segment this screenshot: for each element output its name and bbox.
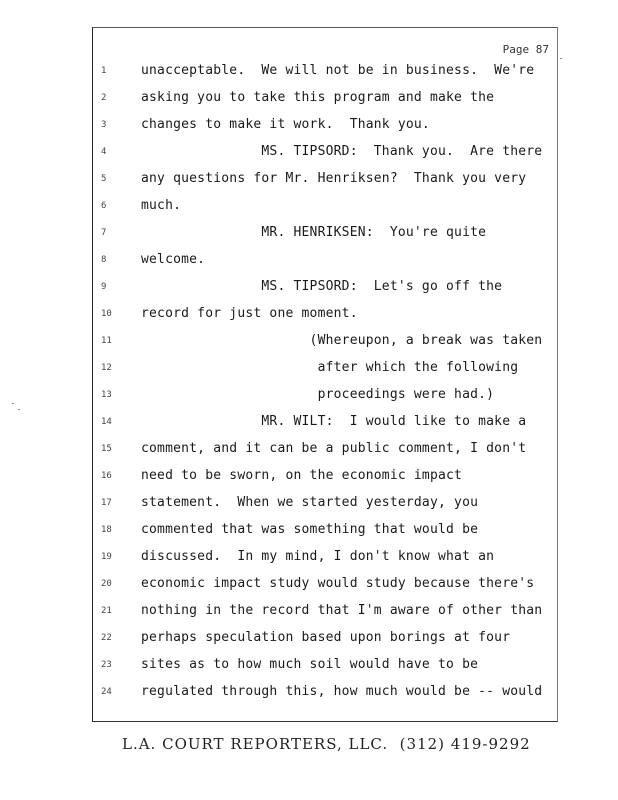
line-number: 6: [101, 201, 107, 211]
page-number: Page 87: [502, 43, 549, 56]
line-text: economic impact study would study because there's: [141, 576, 535, 591]
line-number: 8: [101, 255, 107, 265]
transcript-line: [93, 63, 557, 83]
line-text: statement. When we started yesterday, you: [141, 495, 479, 510]
line-number: 21: [101, 606, 112, 616]
transcript-line: [93, 117, 557, 137]
transcript-line: [93, 252, 557, 272]
line-number: 4: [101, 147, 107, 157]
line-text: much.: [141, 198, 182, 213]
transcript-line: [93, 684, 557, 704]
transcript-line: [93, 549, 557, 569]
line-number: 12: [101, 363, 112, 373]
transcript-line: [93, 441, 557, 461]
line-number: 14: [101, 417, 112, 427]
line-text: commented that was something that would be: [141, 522, 479, 537]
transcript-line: [93, 225, 557, 245]
line-number: 11: [101, 336, 112, 346]
transcript-line: [93, 495, 557, 515]
line-text: proceedings were had.): [141, 387, 495, 402]
transcript-line: [93, 171, 557, 191]
line-number: 10: [101, 309, 112, 319]
line-text: MS. TIPSORD: Let's go off the: [141, 279, 503, 294]
line-text: discussed. In my mind, I don't know what an: [141, 549, 495, 564]
line-number: 19: [101, 552, 112, 562]
transcript-line: [93, 522, 557, 542]
transcript-line: [93, 198, 557, 218]
scan-speck: [18, 409, 20, 410]
line-text: welcome.: [141, 252, 206, 267]
line-text: regulated through this, how much would be -- would: [141, 684, 543, 699]
transcript-line: [93, 279, 557, 299]
line-number: 7: [101, 228, 107, 238]
line-number: 18: [101, 525, 112, 535]
line-text: comment, and it can be a public comment, I don't: [141, 441, 527, 456]
line-text: MS. TIPSORD: Thank you. Are there: [141, 144, 543, 159]
transcript-line: [93, 90, 557, 110]
line-number: 22: [101, 633, 112, 643]
transcript-line: [93, 657, 557, 677]
line-text: nothing in the record that I'm aware of other than: [141, 603, 543, 618]
line-number: 1: [101, 66, 107, 76]
line-text: asking you to take this program and make the: [141, 90, 495, 105]
line-number: 13: [101, 390, 112, 400]
line-number: 24: [101, 687, 112, 697]
line-text: need to be sworn, on the economic impact: [141, 468, 463, 483]
line-text: MR. HENRIKSEN: You're quite: [141, 225, 487, 240]
transcript-line: [93, 360, 557, 380]
scan-speck: [560, 58, 562, 59]
footer-court-reporters: L.A. COURT REPORTERS, LLC. (312) 419-9292: [122, 735, 531, 753]
line-number: 2: [101, 93, 107, 103]
line-number: 16: [101, 471, 112, 481]
transcript-line: [93, 414, 557, 434]
line-text: after which the following: [141, 360, 519, 375]
transcript-line: [93, 144, 557, 164]
transcript-line: [93, 468, 557, 488]
transcript-line: [93, 576, 557, 596]
transcript-line: [93, 387, 557, 407]
transcript-page: [92, 27, 558, 722]
line-number: 3: [101, 120, 107, 130]
scan-speck: [12, 403, 14, 404]
transcript-line: [93, 333, 557, 353]
line-text: perhaps speculation based upon borings at four: [141, 630, 511, 645]
line-number: 9: [101, 282, 107, 292]
line-number: 17: [101, 498, 112, 508]
line-text: unacceptable. We will not be in business. We're: [141, 63, 535, 78]
line-text: (Whereupon, a break was taken: [141, 333, 543, 348]
line-text: changes to make it work. Thank you.: [141, 117, 430, 132]
transcript-line: [93, 306, 557, 326]
line-text: record for just one moment.: [141, 306, 358, 321]
line-text: sites as to how much soil would have to be: [141, 657, 479, 672]
transcript-line: [93, 630, 557, 650]
line-number: 5: [101, 174, 107, 184]
line-text: any questions for Mr. Henriksen? Thank you very: [141, 171, 527, 186]
line-text: MR. WILT: I would like to make a: [141, 414, 527, 429]
line-number: 20: [101, 579, 112, 589]
line-number: 15: [101, 444, 112, 454]
line-number: 23: [101, 660, 112, 670]
transcript-line: [93, 603, 557, 623]
